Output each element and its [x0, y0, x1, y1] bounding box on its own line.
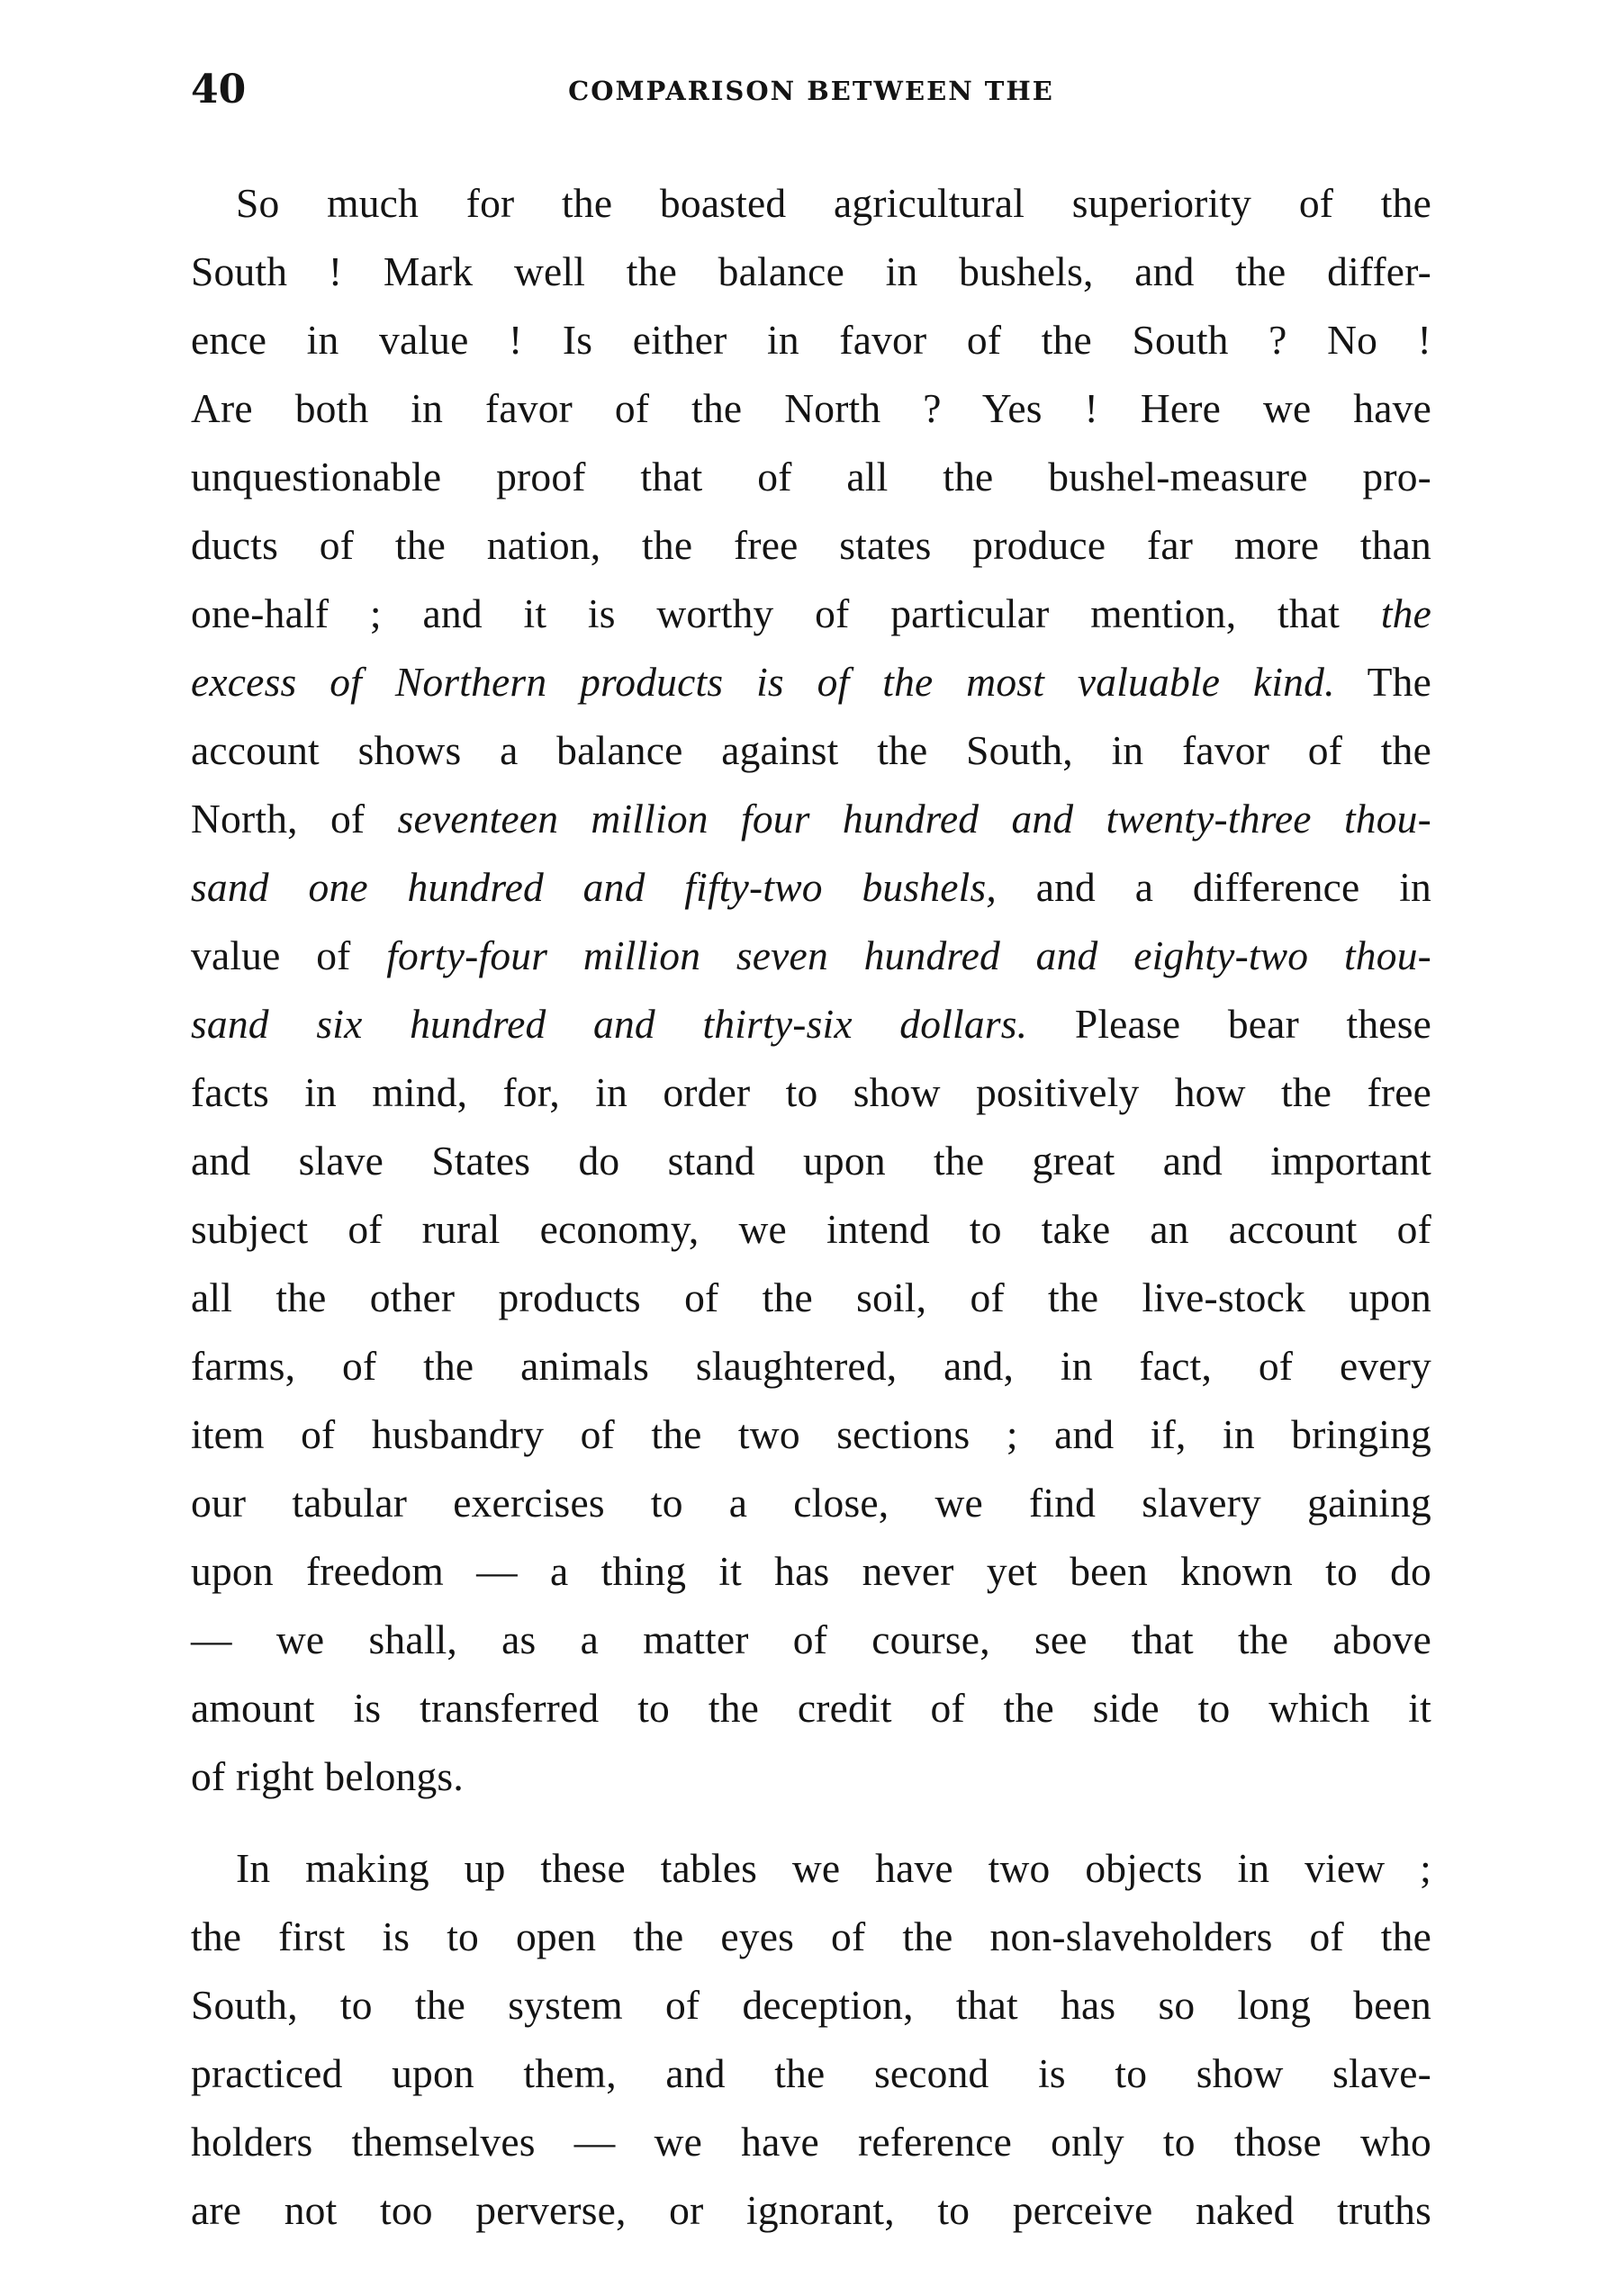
text-line	[191, 511, 1431, 580]
text-line	[191, 785, 1431, 853]
text-run: Are both in favor of the North ? Yes ! Here we have	[191, 385, 1431, 431]
text-run: ence in value ! Is either in favor of the South ? No !	[191, 317, 1431, 363]
running-title: COMPARISON BETWEEN THE	[568, 76, 1054, 106]
body-text	[191, 169, 1431, 2245]
italic-text-run: sand six hundred and thirty-six dollars.	[191, 1001, 1028, 1047]
text-line	[191, 1264, 1431, 1332]
text-line	[191, 922, 1431, 990]
page-number: 40	[191, 67, 247, 113]
text-line	[191, 443, 1431, 511]
text-run: are not too perverse, or ignorant, to perceive naked truths	[191, 2187, 1431, 2233]
text-line	[191, 169, 1431, 238]
text-run: South ! Mark well the balance in bushels, and the differ-	[191, 248, 1431, 294]
text-line	[191, 1742, 1431, 1811]
paragraph	[191, 1834, 1431, 2245]
text-line	[191, 1058, 1431, 1127]
text-run: The	[1334, 659, 1432, 705]
text-run: value of	[191, 932, 387, 978]
text-run: our tabular exercises to a close, we find slavery gaining	[191, 1480, 1431, 1526]
text-run: subject of rural economy, we intend to take an account of	[191, 1206, 1431, 1252]
text-line	[191, 2176, 1431, 2245]
text-line	[191, 853, 1431, 922]
text-run: South, to the system of deception, that has so long been	[191, 1982, 1431, 2028]
text-line	[191, 716, 1431, 785]
text-run: farms, of the animals slaughtered, and, in fact, of every	[191, 1343, 1431, 1389]
text-line	[191, 1469, 1431, 1537]
text-run: one-half ; and it is worthy of particular mention, that	[191, 590, 1381, 636]
text-line	[191, 1332, 1431, 1400]
text-line	[191, 1834, 1431, 1903]
running-head	[191, 63, 1431, 126]
text-run: all the other products of the soil, of the live-stock upon	[191, 1274, 1431, 1320]
text-line	[191, 238, 1431, 306]
italic-text-run: seventeen million four hundred and twenty-three thou-	[397, 796, 1431, 842]
text-run: So much for the boasted agricultural superiority of the	[236, 180, 1431, 226]
text-run: amount is transferred to the credit of the side to which it	[191, 1685, 1431, 1731]
italic-text-run: forty-four million seven hundred and eighty-two thou-	[386, 932, 1431, 978]
text-run: North, of	[191, 796, 398, 842]
text-run: unquestionable proof that of all the bushel-measure pro-	[191, 454, 1431, 500]
text-line	[191, 374, 1431, 443]
text-line	[191, 306, 1431, 374]
text-run: item of husbandry of the two sections ; and if, in bringing	[191, 1411, 1431, 1457]
italic-text-run: sand one hundred and fifty-two bushels,	[191, 864, 997, 910]
text-run: the first is to open the eyes of the non-slaveholders of the	[191, 1913, 1431, 1959]
text-run: and a difference in	[996, 864, 1431, 910]
text-line	[191, 1537, 1431, 1606]
text-run: and slave States do stand upon the great and important	[191, 1138, 1431, 1184]
italic-text-run: excess of Northern products is of the most valuable kind.	[191, 659, 1335, 705]
text-line	[191, 1127, 1431, 1195]
text-run: — we shall, as a matter of course, see that the above	[191, 1616, 1431, 1662]
text-line	[191, 2108, 1431, 2176]
text-run: of right belongs.	[191, 1753, 464, 1799]
text-run: facts in mind, for, in order to show positively how the free	[191, 1069, 1431, 1115]
text-line	[191, 648, 1431, 716]
text-run: holders themselves — we have reference only to those who	[191, 2119, 1431, 2165]
text-run: upon freedom — a thing it has never yet been known to do	[191, 1548, 1431, 1594]
paragraph	[191, 169, 1431, 1811]
text-line	[191, 1195, 1431, 1264]
text-run: account shows a balance against the South, in favor of the	[191, 727, 1431, 773]
text-run: Please bear these	[1027, 1001, 1432, 1047]
text-line	[191, 990, 1431, 1058]
text-line	[191, 1400, 1431, 1469]
book-page	[191, 63, 1431, 2259]
text-line	[191, 580, 1431, 648]
text-line	[191, 1971, 1431, 2039]
text-run: practiced upon them, and the second is to show slave-	[191, 2050, 1431, 2096]
text-line	[191, 1606, 1431, 1674]
text-line	[191, 2039, 1431, 2108]
text-run: ducts of the nation, the free states produce far more than	[191, 522, 1431, 568]
italic-text-run: the	[1380, 590, 1431, 636]
text-run: In making up these tables we have two objects in view ;	[236, 1845, 1431, 1891]
text-line	[191, 1903, 1431, 1971]
text-line	[191, 1674, 1431, 1742]
